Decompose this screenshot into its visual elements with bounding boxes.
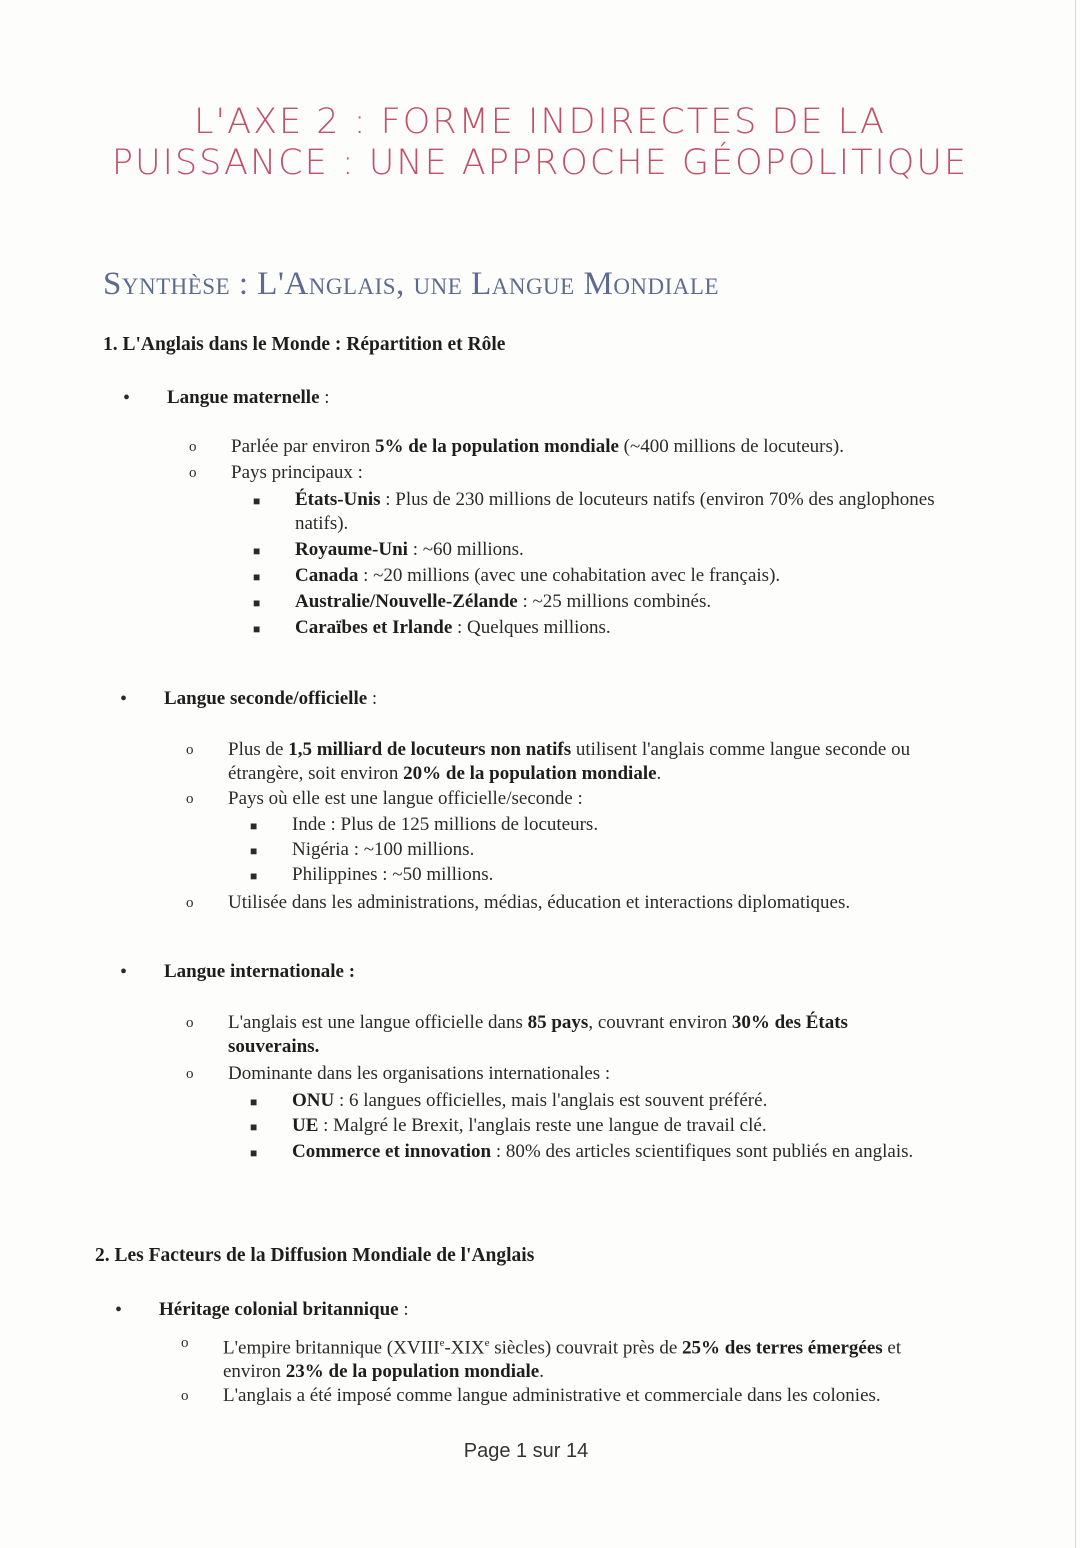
text: : 80% des articles scientifiques sont publiés en anglais. [491, 1141, 914, 1162]
list-item-level-3 [253, 488, 945, 536]
bold-text: Royaume-Uni [295, 539, 408, 560]
text: siècles) couvrait près de [489, 1337, 683, 1359]
text: : Plus de 230 millions de locuteurs natifs (environ 70% des anglophones natifs). [295, 489, 935, 534]
bold-text: 1,5 milliard de locuteurs non natifs [288, 739, 572, 760]
bold-text: 1. L'Anglais dans le Monde : Répartition et Rôle [103, 334, 506, 355]
bold-text: ONU [292, 1090, 335, 1111]
list-item-level-2 [186, 1011, 942, 1059]
list-item-level-3 [250, 813, 942, 837]
section-heading [103, 333, 945, 357]
bullet-dot-icon: • [120, 961, 128, 983]
bold-text: 2. Les Facteurs de la Diffusion Mondiale de l'Anglais [95, 1245, 535, 1266]
bold-text: États-Unis [295, 489, 381, 510]
list-item-level-2 [189, 461, 945, 485]
bullet-square-icon: ■ [253, 596, 261, 610]
text: L'empire britannique (XVIII [223, 1337, 440, 1359]
list-item-level-2 [181, 1384, 937, 1408]
bullet-dot-icon: • [120, 688, 128, 710]
page-title-line-2: PUISSANCE : UNE APPROCHE GÉOPOLITIQUE [111, 143, 969, 183]
bold-text: Commerce et innovation [292, 1141, 492, 1162]
text: . [539, 1361, 544, 1383]
text: : ~25 millions combinés. [517, 591, 712, 612]
text: : [319, 387, 330, 408]
bullet-square-icon: ■ [253, 494, 261, 508]
list-item-level-1 [115, 1298, 937, 1322]
bold-text: 85 pays [527, 1012, 589, 1033]
text: Philippines : ~50 millions. [292, 864, 494, 885]
bullet-square-icon: ■ [250, 819, 258, 833]
bullet-circle-icon: o [186, 1066, 194, 1082]
bold-text: Australie/Nouvelle-Zélande [295, 591, 518, 612]
text: (~400 millions de locuteurs). [618, 436, 844, 457]
page-title-line-1: L'AXE 2 : FORME INDIRECTES DE LA [194, 102, 886, 142]
list-item-level-3 [250, 863, 942, 887]
section-subtitle: Synthèse : L'Anglais, une Langue Mondiale [103, 266, 720, 302]
list-item-level-3 [253, 616, 945, 640]
text: e [439, 1337, 445, 1349]
bold-text: 23% de la population mondiale [285, 1361, 540, 1383]
bold-text: Langue maternelle [167, 387, 320, 408]
text: : Malgré le Brexit, l'anglais reste une langue de travail clé. [318, 1115, 767, 1136]
text: Pays principaux : [231, 462, 363, 483]
bullet-square-icon: ■ [253, 544, 261, 558]
section-heading [95, 1244, 937, 1268]
list-item-level-3 [250, 1140, 942, 1164]
text: : [367, 688, 378, 709]
list-item-level-3 [250, 1089, 942, 1113]
bullet-square-icon: ■ [250, 844, 258, 858]
list-item-level-3 [253, 590, 945, 614]
list-item-level-1 [123, 386, 945, 410]
bold-text: 25% des terres émergées [682, 1337, 883, 1359]
text: Dominante dans les organisations internationales : [228, 1063, 611, 1084]
bold-text: Caraïbes et Irlande [295, 617, 453, 638]
bullet-square-icon: ■ [253, 570, 261, 584]
text: Utilisée dans les administrations, médias, éducation et interactions diplomatiques. [228, 892, 851, 913]
list-item-level-2 [181, 1331, 937, 1384]
text: utilisent l'anglais comme langue seconde ou étrangère, soit environ [228, 739, 911, 784]
list-item-level-2 [189, 435, 945, 459]
bold-text: Langue seconde/officielle [164, 688, 368, 709]
text: : ~60 millions. [407, 539, 524, 560]
list-item-level-2 [186, 787, 942, 811]
bullet-dot-icon: • [115, 1299, 123, 1321]
text: Pays où elle est une langue officielle/seconde : [228, 788, 583, 809]
bold-text: Canada [295, 565, 359, 586]
text: , couvrant environ [588, 1012, 732, 1033]
text: : ~20 millions (avec une cohabitation avec le français). [358, 565, 781, 586]
text: L'anglais a été imposé comme langue administrative et commerciale dans les colonies. [223, 1385, 881, 1406]
bullet-circle-icon: o [186, 895, 194, 911]
bold-text: 5% de la population mondiale [375, 436, 619, 457]
text: . [656, 763, 662, 784]
bullet-square-icon: ■ [250, 1146, 258, 1160]
list-item-level-2 [186, 891, 942, 915]
text: Nigéria : ~100 millions. [292, 839, 475, 860]
list-item-level-3 [253, 564, 945, 588]
text: Plus de [228, 739, 289, 760]
bullet-circle-icon: o [181, 1388, 189, 1404]
bullet-circle-icon: o [189, 465, 197, 481]
bullet-circle-icon: o [181, 1335, 189, 1351]
text: Parlée par environ [231, 436, 376, 457]
bullet-dot-icon: • [123, 387, 131, 409]
list-item-level-2 [186, 1062, 942, 1086]
list-item-level-3 [250, 1114, 942, 1138]
text: -XIX [444, 1337, 485, 1359]
bullet-square-icon: ■ [250, 1095, 258, 1109]
bullet-square-icon: ■ [253, 622, 261, 636]
text: Inde : Plus de 125 millions de locuteurs. [292, 814, 599, 835]
bold-text: Langue internationale : [164, 961, 356, 982]
list-item-level-1 [120, 687, 942, 711]
text: : 6 langues officielles, mais l'anglais est souvent préféré. [334, 1090, 768, 1111]
bold-text: Héritage colonial britannique [159, 1299, 399, 1320]
text: L'anglais est une langue officielle dans [228, 1012, 528, 1033]
bold-text: 20% de la population mondiale [403, 763, 657, 784]
bold-text: UE [292, 1115, 319, 1136]
list-item-level-1 [120, 960, 942, 984]
list-item-level-3 [250, 838, 942, 862]
list-item-level-3 [253, 538, 945, 562]
bold-text: 30% des États souverains. [228, 1012, 848, 1057]
text: : Quelques millions. [452, 617, 611, 638]
list-item-level-2 [186, 738, 942, 786]
text: e [484, 1337, 490, 1349]
bullet-circle-icon: o [189, 439, 197, 455]
bullet-square-icon: ■ [250, 869, 258, 883]
bullet-square-icon: ■ [250, 1120, 258, 1134]
bullet-circle-icon: o [186, 1015, 194, 1031]
bullet-circle-icon: o [186, 742, 194, 758]
text: et environ [223, 1337, 902, 1383]
bullet-circle-icon: o [186, 791, 194, 807]
page-number: Page 1 sur 14 [463, 1440, 589, 1462]
text: : [398, 1299, 409, 1320]
